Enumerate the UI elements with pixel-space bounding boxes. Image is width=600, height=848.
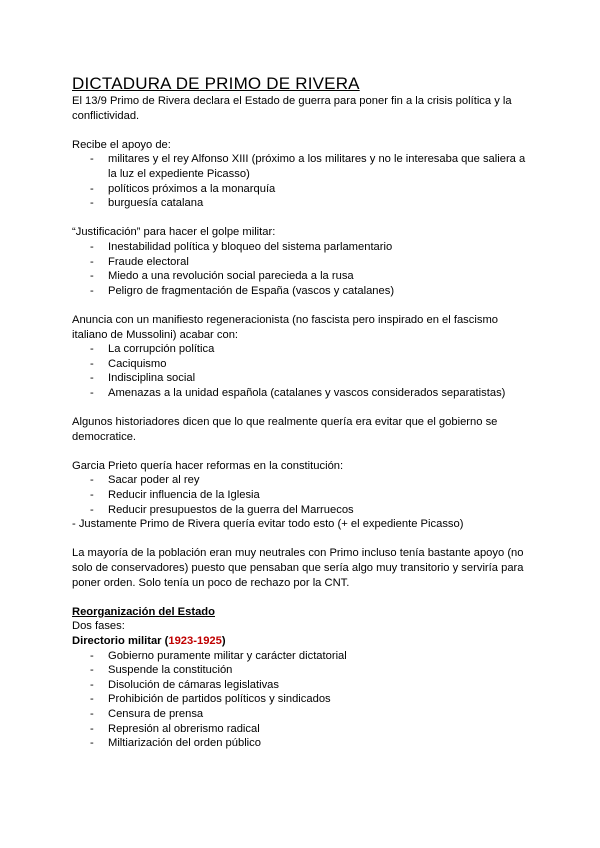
list-item: - Prohibición de partidos políticos y sindicados: [72, 692, 532, 707]
list-item: - Amenazas a la unidad española (catalanes y vascos considerados separatistas): [72, 386, 532, 401]
list-item: - Fraude electoral: [72, 255, 532, 270]
section-heading: Reorganización del Estado: [72, 605, 215, 618]
list-item: - Inestabilidad política y bloqueo del sistema parlamentario: [72, 240, 532, 255]
phases-label: Dos fases:: [72, 620, 125, 633]
list-item: - Miltiarización del orden público: [72, 736, 532, 751]
page-title: DICTADURA DE PRIMO DE RIVERA: [72, 74, 360, 93]
support-list: [72, 152, 532, 210]
directory-list: [72, 649, 532, 751]
list-item: - Represión al obrerismo radical: [72, 722, 532, 737]
justification-list: [72, 240, 532, 298]
list-item: - Sacar poder al rey: [72, 473, 532, 488]
manifesto-list: [72, 342, 532, 400]
garcia-heading: Garcia Prieto quería hacer reformas en la constitución:: [72, 459, 344, 472]
list-item: - La corrupción política: [72, 342, 532, 357]
list-item: - Indisciplina social: [72, 371, 532, 386]
list-item: - Gobierno puramente militar y carácter dictatorial: [72, 649, 532, 664]
directory-years: 1923-1925: [168, 634, 222, 647]
garcia-note: - Justamente Primo de Rivera quería evitar todo esto (+ el expediente Picasso): [72, 518, 464, 531]
garcia-list: [72, 473, 532, 517]
list-item: - Miedo a una revolución social parecieda a la rusa: [72, 269, 532, 284]
list-item: - Censura de prensa: [72, 707, 532, 722]
list-item: - Suspende la constitución: [72, 663, 532, 678]
historians-paragraph: Algunos historiadores dicen que lo que realmente quería era evitar que el gobierno se democratice.: [72, 416, 498, 443]
list-item: - Disolución de cámaras legislativas: [72, 678, 532, 693]
population-paragraph: La mayoría de la población eran muy neutrales con Primo incluso tenía bastante apoyo (no solo de conservadores) puesto que pensaban que sería algo muy transitorio y serviría para poner orden. Solo tenía un poco de rechazo por la CNT.: [72, 547, 524, 589]
directory-close: ): [221, 634, 226, 647]
list-item: - Caciquismo: [72, 357, 532, 372]
document-page: [72, 74, 532, 751]
list-item: - Reducir influencia de la Iglesia: [72, 488, 532, 503]
list-item: - Reducir presupuestos de la guerra del Marruecos: [72, 503, 532, 518]
intro-paragraph: El 13/9 Primo de Rivera declara el Estado de guerra para poner fin a la crisis política y la conflictividad.: [72, 95, 512, 122]
support-heading: Recibe el apoyo de:: [72, 138, 171, 151]
list-item: - Peligro de fragmentación de España (vascos y catalanes): [72, 284, 532, 299]
list-item: - políticos próximos a la monarquía: [72, 182, 532, 197]
manifesto-heading: Anuncia con un manifiesto regeneracionista (no fascista pero inspirado en el fascismo italiano de Mussolini) acabar con:: [72, 313, 498, 341]
list-item: - burguesía catalana: [72, 196, 532, 211]
directory-heading: [72, 634, 532, 649]
directory-label: Directorio militar (: [72, 634, 169, 647]
justification-heading: “Justificación” para hacer el golpe militar:: [72, 226, 276, 239]
list-item: - militares y el rey Alfonso XIII (próximo a los militares y no le interesaba que saliera a la luz el expediente Picasso): [72, 152, 532, 181]
